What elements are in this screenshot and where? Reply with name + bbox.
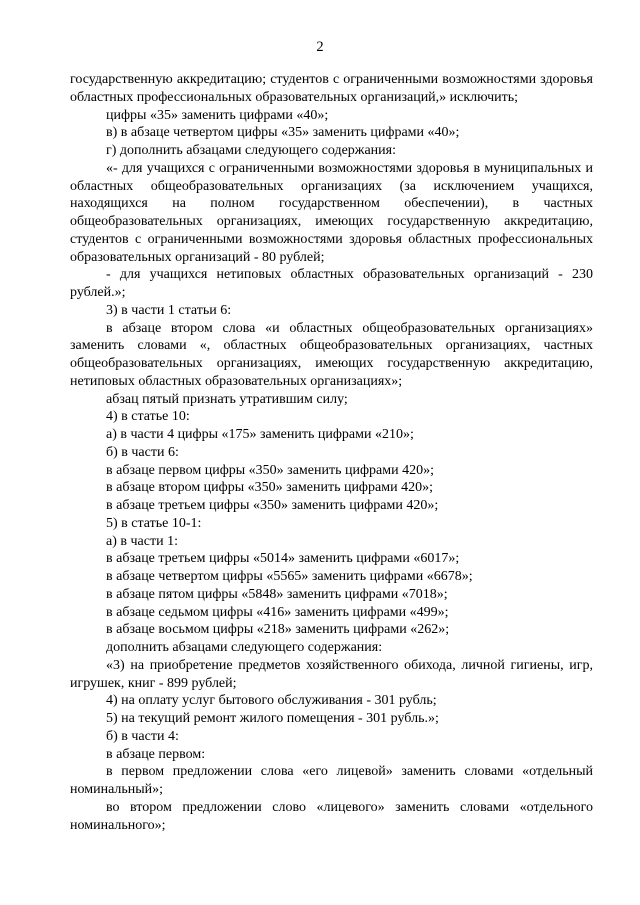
paragraph: в абзаце восьмом цифры «218» заменить цифрами «262»; xyxy=(106,622,450,638)
paragraph: во втором предложении слово «лицевого» заменить словами «отдельного номинального»; xyxy=(70,799,593,833)
paragraph: - для учащихся нетиповых областных образовательных организаций - 230 рублей.»; xyxy=(70,267,593,300)
paragraph: цифры «35» заменить цифрами «40»; xyxy=(106,107,329,123)
paragraph: абзац пятый признать утратившим силу; xyxy=(106,391,348,407)
paragraph: 4) на оплату услуг бытового обслуживания - 301 рубль; xyxy=(106,693,437,709)
page-number: 2 xyxy=(316,39,324,55)
paragraph: 5) в статье 10-1: xyxy=(106,515,202,531)
paragraph: «- для учащихся с ограниченными возможностями здоровья в муниципальных и областных общеобразовательных организациях (за исключением учащихся, находящихся на полном государственном обеспечении), в частных общеобразовательных организациях, имеющих государственную аккредитацию, студентов с ограниченными возможностями здоровья областных профессиональных образовательных организаций - 80 рублей; xyxy=(70,160,593,265)
paragraph: в первом предложении слова «его лицевой» заменить словами «отдельный номинальный»; xyxy=(70,764,593,797)
paragraph: 4) в статье 10: xyxy=(106,409,190,425)
paragraph: в абзаце третьем цифры «350» заменить цифрами 420»; xyxy=(106,498,439,513)
paragraph: 5) на текущий ремонт жилого помещения - 301 рубль.»; xyxy=(106,711,439,726)
paragraph: в абзаце седьмом цифры «416» заменить цифрами «499»; xyxy=(106,604,449,620)
paragraph: государственную аккредитацию; студентов с ограниченными возможностями здоровья областных профессиональных образовательных организаций,» исключить; xyxy=(70,72,593,105)
paragraph: дополнить абзацами следующего содержания: xyxy=(106,640,383,655)
paragraph: в абзаце втором слова «и областных общеобразовательных организациях» заменить словами «, областных общеобразовательных организациях, частных общеобразовательных организациях, имеющих государственную аккредитацию, нетиповых областных образовательных организациях»; xyxy=(70,320,593,389)
document-body xyxy=(70,71,593,834)
paragraph: в абзаце первом цифры «350» заменить цифрами 420»; xyxy=(106,462,434,478)
paragraph: «3) на приобретение предметов хозяйственного обихода, личной гигиены, игр, игрушек, книг - 899 рублей; xyxy=(70,657,593,691)
paragraph: в абзаце пятом цифры «5848» заменить цифрами «7018»; xyxy=(106,586,448,602)
paragraph: в) в абзаце четвертом цифры «35» заменить цифрами «40»; xyxy=(106,125,460,141)
paragraph: в абзаце втором цифры «350» заменить цифрами 420»; xyxy=(106,480,433,496)
paragraph: в абзаце четвертом цифры «5565» заменить цифрами «6678»; xyxy=(106,569,473,584)
paragraph: а) в части 1: xyxy=(106,533,178,549)
paragraph: б) в части 4: xyxy=(106,728,179,744)
paragraph: в абзаце третьем цифры «5014» заменить цифрами «6017»; xyxy=(106,551,460,567)
paragraph: г) дополнить абзацами следующего содержания: xyxy=(106,143,396,158)
paragraph: 3) в части 1 статьи 6: xyxy=(106,302,232,318)
paragraph: б) в части 6: xyxy=(106,444,179,460)
paragraph: а) в части 4 цифры «175» заменить цифрами «210»; xyxy=(106,427,414,442)
paragraph: в абзаце первом: xyxy=(106,746,206,762)
